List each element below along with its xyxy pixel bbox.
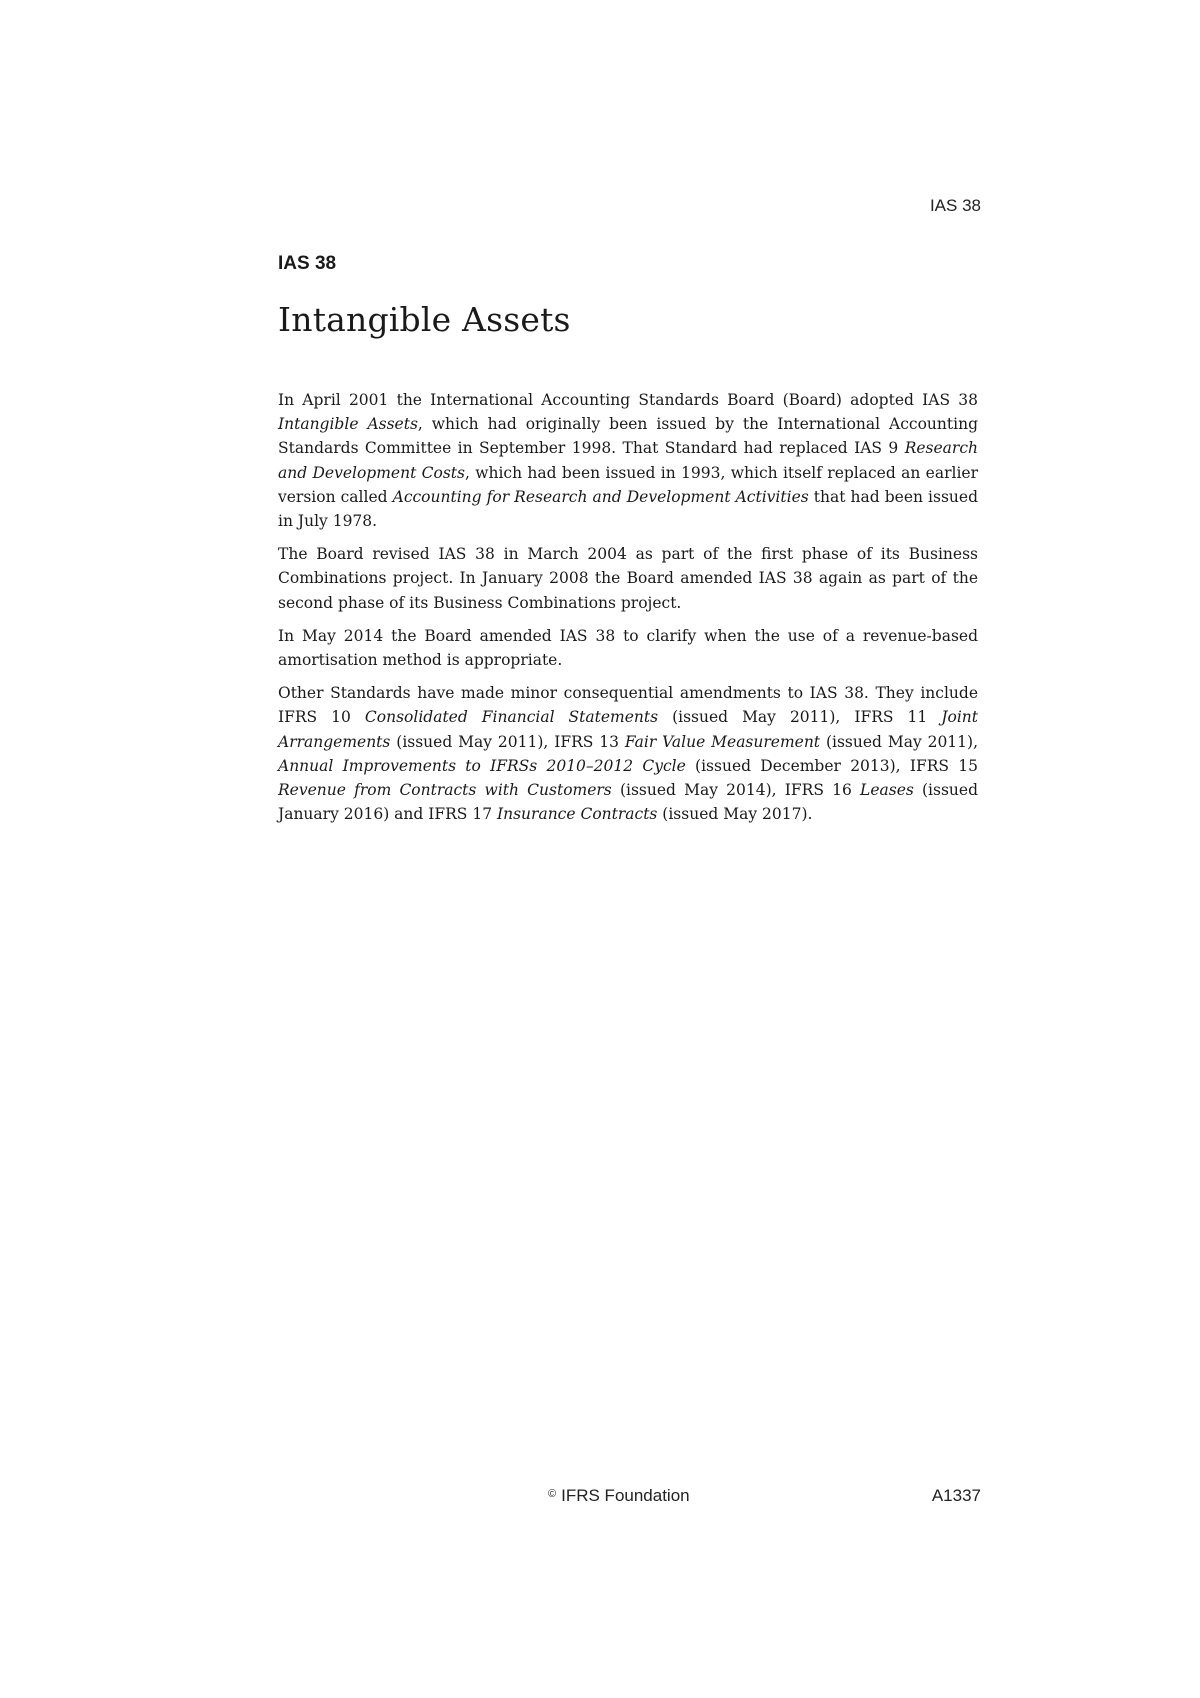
- footer-copyright: [548, 1486, 690, 1506]
- paragraph-consequential-amendments: [278, 681, 978, 826]
- text-run: , which had originally been issued by the International Accounting Standards Committee in September 1998. That Standard had replaced IAS 9: [278, 415, 978, 458]
- page-number: A1337: [931, 1486, 981, 1505]
- italic-title: Research and Development Costs: [278, 439, 978, 482]
- italic-title: Annual Improvements to IFRSs 2010–2012 Cycle: [278, 756, 686, 775]
- italic-title: Insurance Contracts: [497, 805, 658, 824]
- paragraph-amendment-2014: [278, 624, 978, 672]
- body-text: [278, 388, 978, 835]
- text-run: (issued January 2016) and IFRS 17: [278, 781, 979, 824]
- paragraph-history: [278, 388, 978, 533]
- italic-title: Intangible Assets: [278, 415, 418, 434]
- text-run: (issued May 2011), IFRS 13: [390, 732, 625, 751]
- paragraph-revision: [278, 542, 978, 615]
- italic-title: Accounting for Research and Development Activities: [392, 487, 809, 506]
- text-run: In April 2001 the International Accounting Standards Board (Board) adopted IAS 38: [278, 391, 978, 409]
- text-run: , which had been issued in 1993, which itself replaced an earlier version called: [278, 463, 978, 506]
- italic-title: Joint Arrangements: [278, 708, 978, 751]
- text-run: that had been issued in July 1978.: [278, 487, 978, 531]
- standard-label: IAS 38: [278, 253, 337, 274]
- text-run: (issued December 2013), IFRS 15: [685, 756, 978, 775]
- text-run: (issued May 2011), IFRS 11: [658, 708, 942, 727]
- publisher-name: IFRS Foundation: [561, 1486, 690, 1505]
- text-run: In May 2014 the Board amended IAS 38 to clarify when the use of a revenue-based amortisation method is appropriate.: [278, 626, 978, 670]
- italic-title: Fair Value Measurement: [624, 732, 821, 751]
- text-run: Other Standards have made minor consequential amendments to IAS 38. They include IFRS 10: [278, 684, 978, 727]
- copyright-symbol: ©: [548, 1488, 557, 1500]
- text-run: (issued May 2017).: [657, 805, 813, 824]
- italic-title: Leases: [860, 781, 914, 800]
- italic-title: Revenue from Contracts with Customers: [278, 781, 612, 800]
- text-run: (issued May 2011),: [820, 732, 979, 751]
- page-title: Intangible Assets: [278, 300, 571, 339]
- text-run: The Board revised IAS 38 in March 2004 as part of the first phase of its Business Combinations project. In January 2008 the Board amended IAS 38 again as part of the second phase of its Business Combinations project.: [278, 545, 978, 612]
- text-run: (issued May 2014), IFRS 16: [611, 781, 861, 800]
- italic-title: Consolidated Financial Statements: [364, 708, 659, 727]
- running-header: IAS 38: [929, 196, 981, 215]
